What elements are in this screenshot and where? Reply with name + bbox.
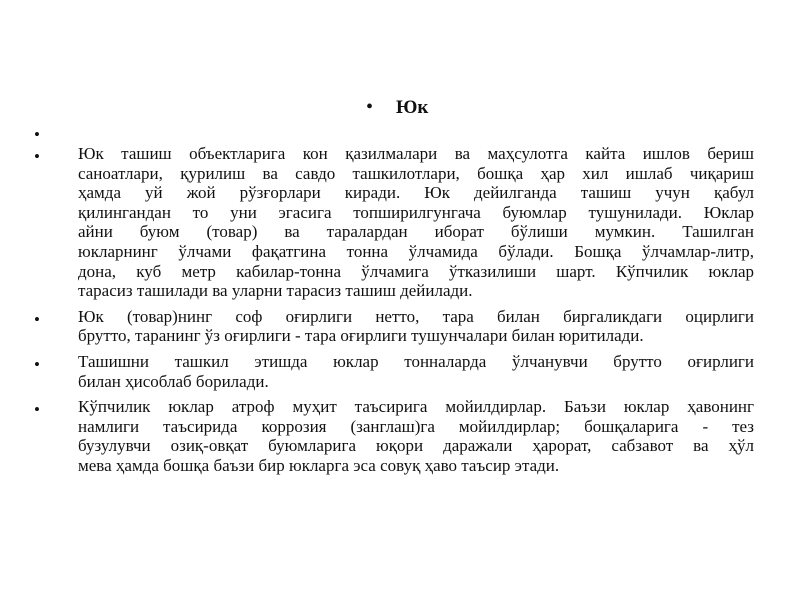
text-line: юкларнинг ўлчами фақатгина тонна ўлчамида бўлади. Бошқа ўлчамлар-литр, <box>78 241 754 261</box>
text-line: саноатлари, қурилиш ва савдо ташкилотлари, бошқа ҳар хил ишлаб чиқариш <box>78 163 754 183</box>
text-line: • Кўпчилик юклар атроф муҳит таъсирига мойилдирлар. Баъзи юклар ҳавонинг <box>78 397 754 417</box>
text-line: брутто, таранинг ўз оғирлиги - тара оғирлиги тушунчалари билан юритилади. <box>78 326 644 346</box>
text-line: ҳамда уй жой рўзғорлари киради. Юк дейилганда ташиш учун қабул <box>78 183 754 203</box>
text-line: мева ҳамда бошқа баъзи бир юкларга эса совуқ ҳаво таъсир этади. <box>78 455 560 475</box>
text-line: бузулувчи озиқ-овқат буюмларига юқори даражали ҳарорат, сабзавот ва ҳўл <box>78 436 754 456</box>
list-item <box>34 397 754 475</box>
text-line: • Юк (товар)нинг соф оғирлиги нетто, тара билан биргаликдаги оцирлиги <box>78 306 754 326</box>
text-line: билан ҳисоблаб борилади. <box>78 371 269 391</box>
list-item <box>34 307 754 346</box>
list-item-empty <box>34 122 754 141</box>
slide-title: Юк <box>396 97 429 118</box>
text-line: дона, куб метр кабилар-тонна ўлчамига ўтказилиши шарт. Кўпчилик юклар <box>78 261 754 281</box>
list-item <box>34 352 754 391</box>
text-line: • Ташишни ташкил этишда юклар тонналарда ўлчанувчи брутто оғирлиги <box>78 351 754 371</box>
title-row <box>366 97 428 119</box>
text-line: • Юк ташиш объектларига кон қазилмалари ва маҳсулотга кайта ишлов бериш <box>78 144 754 163</box>
bullet-icon: • <box>366 96 374 118</box>
text-line: тарасиз ташилади ва уларни тарасиз ташиш дейилади. <box>78 281 473 301</box>
text-line: намлиги таъсирида коррозия (занглаш)га мойилдирлар; бошқаларига - тез <box>78 416 754 436</box>
bullet-list <box>34 122 754 482</box>
text-line: айни буюм (товар) ва таралардан иборат бўлиши мумкин. Ташилган <box>78 222 754 242</box>
list-item <box>34 144 754 301</box>
text-line: қилингандан то уни эгасига топширилгунгача буюмлар тушунилади. Юклар <box>78 202 754 222</box>
